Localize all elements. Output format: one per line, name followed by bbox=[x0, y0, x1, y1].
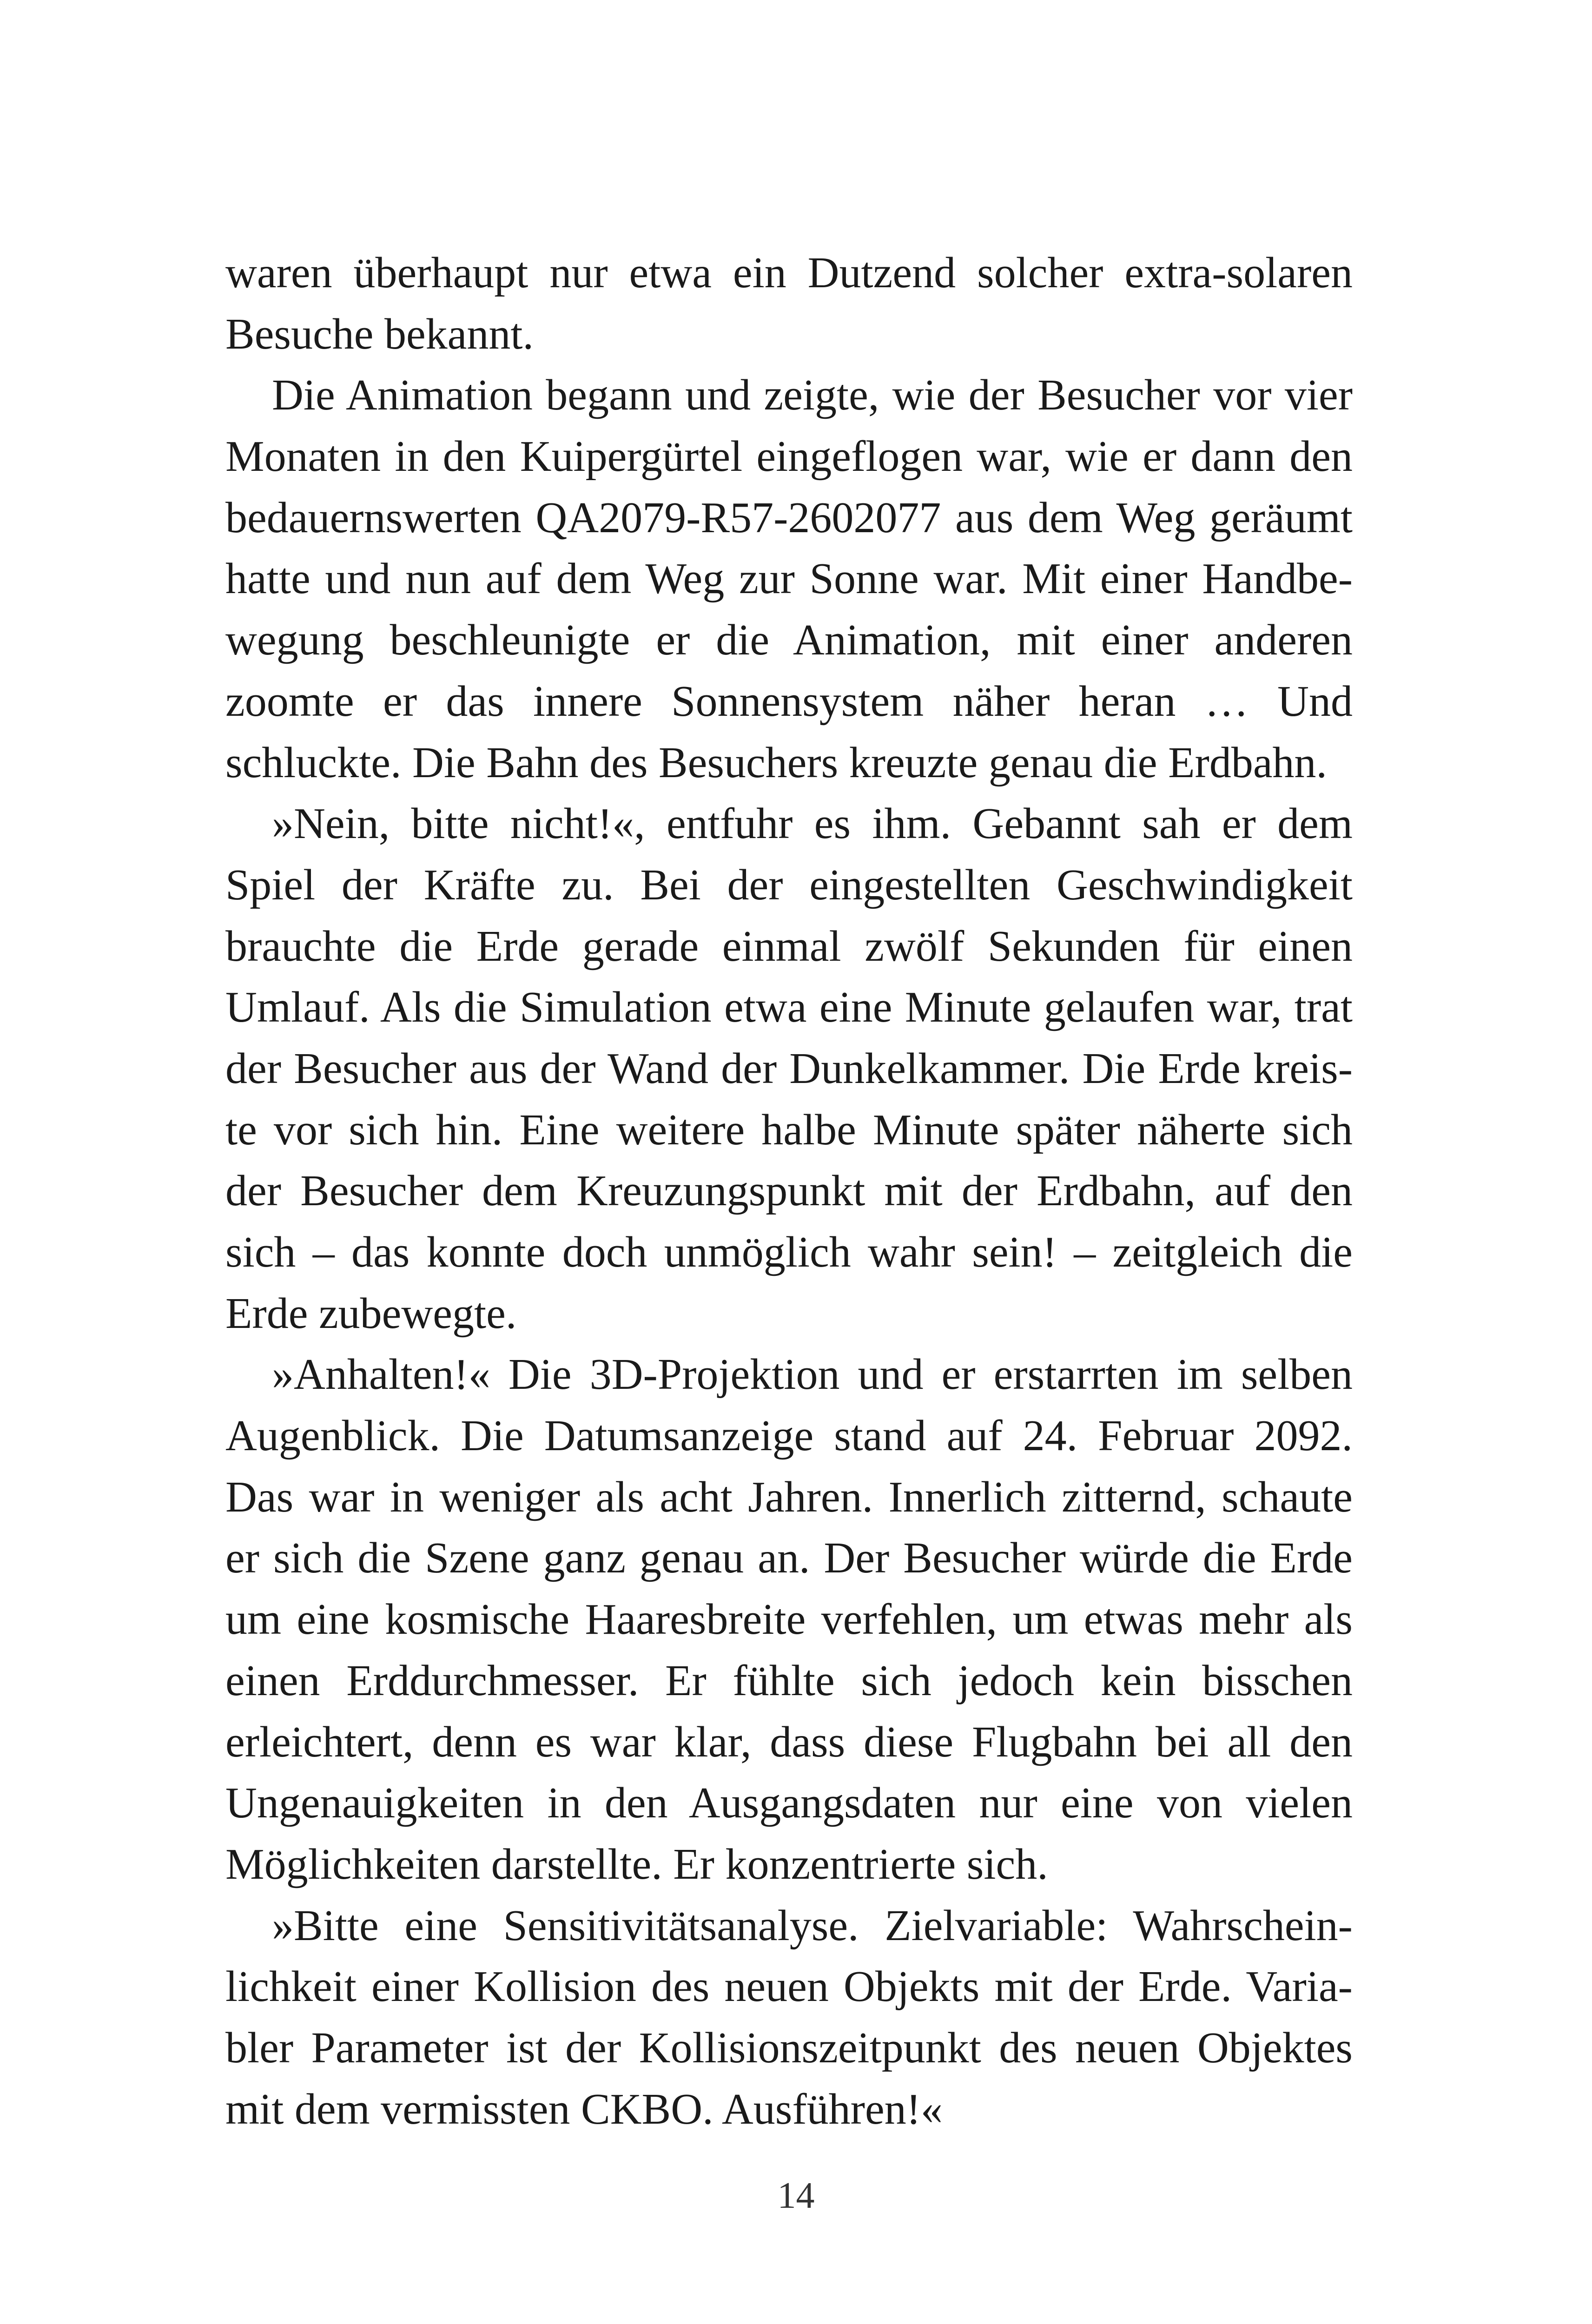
text-line: der Besucher aus der Wand der Dunkelkammer. Die Erde kreis- bbox=[225, 1044, 1353, 1093]
text-line: er sich die Szene ganz genau an. Der Besucher würde die Erde bbox=[225, 1534, 1353, 1583]
text-line: »Nein, bitte nicht!«, entfuhr es ihm. Gebannt sah er dem bbox=[272, 799, 1353, 848]
paragraph bbox=[225, 365, 1353, 793]
text-line: einen Erddurchmesser. Er fühlte sich jedoch kein bisschen bbox=[225, 1656, 1353, 1705]
text-line: Das war in weniger als acht Jahren. Innerlich zitternd, schaute bbox=[225, 1472, 1353, 1521]
page-number: 14 bbox=[777, 2175, 815, 2217]
paragraph bbox=[225, 1344, 1353, 1895]
text-line: Ungenauigkeiten in den Ausgangsdaten nur eine von vielen bbox=[225, 1779, 1353, 1828]
paragraph bbox=[225, 793, 1353, 1344]
text-line: brauchte die Erde gerade einmal zwölf Sekunden für einen bbox=[225, 922, 1353, 971]
text-line: lichkeit einer Kollision des neuen Objekts mit der Erde. Varia- bbox=[225, 1962, 1353, 2011]
text-line: Spiel der Kräfte zu. Bei der eingestellten Geschwindigkeit bbox=[225, 860, 1353, 909]
text-line: Augenblick. Die Datumsanzeige stand auf 24. Februar 2092. bbox=[225, 1412, 1353, 1460]
text-line: hatte und nun auf dem Weg zur Sonne war. Mit einer Handbe- bbox=[225, 555, 1353, 603]
text-line: wegung beschleunigte er die Animation, mit einer anderen bbox=[225, 616, 1353, 665]
text-line: »Anhalten!« Die 3D-Projektion und er erstarrten im selben bbox=[272, 1350, 1353, 1399]
text-line: Erde zubewegte. bbox=[225, 1289, 517, 1338]
text-line: um eine kosmische Haaresbreite verfehlen, um etwas mehr als bbox=[225, 1595, 1353, 1644]
text-line: Umlauf. Als die Simulation etwa eine Minute gelaufen war, trat bbox=[225, 983, 1353, 1032]
body-text bbox=[225, 243, 1353, 2140]
text-line: waren überhaupt nur etwa ein Dutzend solcher extra-solaren bbox=[225, 249, 1353, 297]
text-line: bedauernswerten QA2079-R57-2602077 aus dem Weg geräumt bbox=[225, 493, 1353, 542]
text-line: »Bitte eine Sensitivitätsanalyse. Zielvariable: Wahrschein- bbox=[272, 1901, 1353, 1950]
paragraph bbox=[225, 1895, 1353, 2140]
text-line: Möglichkeiten darstellte. Er konzentrierte sich. bbox=[225, 1840, 1048, 1888]
text-line: erleichtert, denn es war klar, dass diese Flugbahn bei all den bbox=[225, 1717, 1353, 1766]
text-line: Die Animation begann und zeigte, wie der Besucher vor vier bbox=[272, 371, 1353, 420]
text-line: te vor sich hin. Eine weitere halbe Minute später näherte sich bbox=[225, 1105, 1353, 1154]
text-line: mit dem vermissten CKBO. Ausführen!« bbox=[225, 2085, 943, 2133]
text-line: Monaten in den Kuipergürtel eingeflogen war, wie er dann den bbox=[225, 432, 1353, 481]
text-line: der Besucher dem Kreuzungspunkt mit der Erdbahn, auf den bbox=[225, 1167, 1353, 1215]
text-line: sich – das konnte doch unmöglich wahr sein! – zeitgleich die bbox=[225, 1228, 1353, 1276]
text-line: Besuche bekannt. bbox=[225, 310, 534, 358]
text-line: bler Parameter ist der Kollisionszeitpunkt des neuen Objektes bbox=[225, 2023, 1353, 2072]
paragraph bbox=[225, 243, 1353, 365]
text-line: schluckte. Die Bahn des Besuchers kreuzte genau die Erdbahn. bbox=[225, 738, 1328, 787]
text-line: zoomte er das innere Sonnensystem näher heran … Und bbox=[225, 677, 1353, 726]
